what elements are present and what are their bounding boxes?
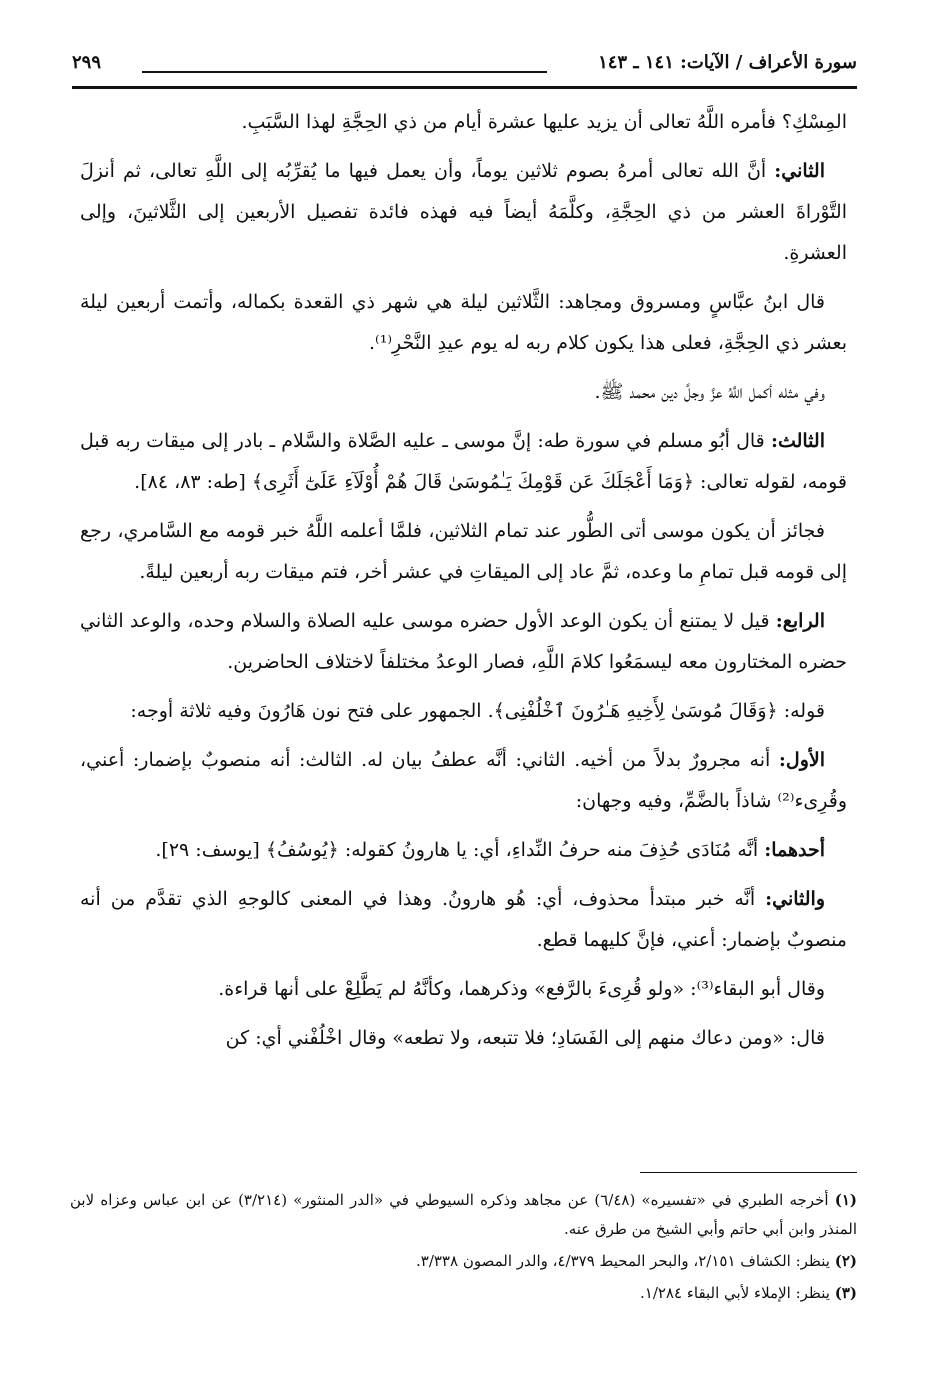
page-number: ٢٩٩ [72, 52, 102, 73]
footnote-text: ينظر: الكشاف ٢/١٥١، والبحر المحيط ٤/٣٧٩، والدر المصون ٣/٣٣٨. [415, 1252, 830, 1270]
paragraph [80, 102, 847, 143]
main-text [80, 102, 847, 1067]
paragraph-lead: أحدهما: [764, 839, 825, 861]
footnote [70, 1247, 857, 1276]
paragraph [80, 421, 847, 503]
paragraph [80, 372, 847, 413]
footnote-text: ينظر: الإملاء لأبي البقاء ١/٢٨٤. [639, 1284, 830, 1302]
paragraph-text: أنَّ الله تعالى أمرهُ بصوم ثلاثين يوماً، وأن يعمل فيها ما يُقرِّبُه إلى اللَّهِ تعالى، ثم أنزلَ التَّوْراةَ العشر من ذي الحِجَّةِ، وكلَّمَهُ أيضاً فيه فهذه فائدة تفصيل الأربعين إلى الثَّلاثينَ، وإلى العشرةِ. [80, 160, 847, 264]
paragraph-text: وقال أبو البقاء⁽³⁾: «ولو قُرِىءَ بالرَّفع» وذكرهما، وكأنَّهُ لم يَطَّلِعْ على أنها قراءة. [218, 978, 825, 1000]
footnote-number: (٢) [834, 1252, 857, 1270]
paragraph-text: المِسْكِ؟ فأمره اللَّهُ تعالى أن يزيد عليها عشرة أيام من ذي الحِجَّةِ لهذا السَّبَبِ. [241, 111, 847, 133]
paragraph-text: أنه مجرورٌ بدلاً من أخيه. الثاني: أنَّه عطفُ بيان له. الثالث: أنه منصوبٌ بإضمار: أعني، وقُرِىء⁽²⁾ شاذاً بالضَّمِّ، وفيه وجهان: [80, 749, 847, 812]
paragraph [80, 740, 847, 822]
running-header [72, 52, 857, 82]
paragraph-text: قيل لا يمتنع أن يكون الوعد الأول حضره موسى عليه الصلاة والسلام وحده، والوعد الثاني حضره المختارون معه ليسمَعُوا كلامَ اللَّهِ، فصار الوعدُ مختلفاً لاختلاف الحاضرين. [80, 610, 847, 673]
paragraph-lead: الأول: [778, 749, 825, 771]
footnote-number: (٣) [834, 1284, 857, 1302]
paragraph-text: أنَّه خبر مبتدأ محذوف، أي: هُو هارونُ. وهذا في المعنى كالوجهِ الذي تقدَّم من أنه منصوبٌ بإضمار: أعني، فإنَّ كليهما قطع. [80, 888, 847, 951]
paragraph [80, 511, 847, 593]
footnote-text: أخرجه الطبري في «تفسيره» (٦/٤٨) عن مجاهد وذكره السيوطي في «الدر المنثور» (٣/٢١٤) عن ابن عباس وعزاه لابن المنذر وابن أبي حاتم وأبي الشيخ من طرق عنه. [70, 1191, 857, 1238]
paragraph [80, 151, 847, 274]
footnote-number: (١) [834, 1191, 857, 1209]
paragraph [80, 830, 847, 871]
paragraph-text: فجائز أن يكون موسى أتى الطُّور عند تمام الثلاثين، فلمَّا أعلمه اللَّهُ خبر قومه مع السَّامري، رجع إلى قومه قبل تمامِ ما وعده، ثمَّ عاد إلى الميقاتِ في عشر أخر، فتم ميقات ربه أربعين ليلةً. [80, 520, 847, 583]
paragraph [80, 969, 847, 1010]
paragraph-lead: الثالث: [770, 430, 825, 452]
header-title: سورة الأعراف / الآيات: ١٤١ ـ ١٤٣ [598, 52, 857, 73]
paragraph [80, 879, 847, 961]
paragraph-text: قوله: ﴿وَقَالَ مُوسَىٰ لِأَخِيهِ هَـٰرُونَ ٱخْلُفْنِى﴾. الجمهور على فتح نون هَارُونَ وفيه ثلاثة أوجه: [130, 700, 825, 722]
footnote [70, 1279, 857, 1308]
paragraph-text: قال: «ومن دعاك منهم إلى الفَسَادِ؛ فلا تتبعه، ولا تطعه» وقال اخْلُفْني أي: كن [225, 1027, 825, 1049]
footnotes [70, 1186, 857, 1311]
footnote [70, 1186, 857, 1244]
paragraph [80, 282, 847, 364]
paragraph-text: قال ابنُ عبَّاسٍ ومسروق ومجاهد: الثَّلاثين ليلة هي شهر ذي القعدة بكماله، وأتمت أربعين ليلة بعشر ذي الحِجَّةِ، فعلى هذا يكون كلام ربه له يوم عيدِ النَّحْرِ⁽¹⁾. [80, 291, 847, 354]
paragraph-text: قال أبُو مسلم في سورة طه: إنَّ موسى ـ عليه الصَّلاة والسَّلام ـ بادر إلى ميقات ربه قبل قومه، لقوله تعالى: ﴿وَمَا أَعْجَلَكَ عَن قَوْمِكَ يَـٰمُوسَىٰ قَالَ هُمْ أُوْلَآءِ عَلَىٰٓ أَثَرِى﴾ [طه: ٨٣، ٨٤]. [80, 430, 847, 493]
paragraph [80, 691, 847, 732]
paragraph-lead: الرابع: [775, 610, 825, 632]
footnote-separator [640, 1172, 857, 1173]
paragraph [80, 601, 847, 683]
paragraph-lead: والثاني: [765, 888, 825, 910]
header-rule [72, 86, 857, 89]
paragraph-text: أنَّه مُنَادَى حُذِفَ منه حرفُ النِّداءِ، أي: يا هارونُ كقوله: ﴿يُوسُفُ﴾ [يوسف: ٢٩]. [155, 839, 765, 861]
header-leader-line [142, 71, 547, 73]
paragraph-text: وفي مثله أكمل اللَّهُ عزَّ وجلَّ دين محمد ﷺ. [594, 381, 825, 403]
paragraph [80, 1018, 847, 1059]
paragraph-lead: الثاني: [774, 160, 825, 182]
